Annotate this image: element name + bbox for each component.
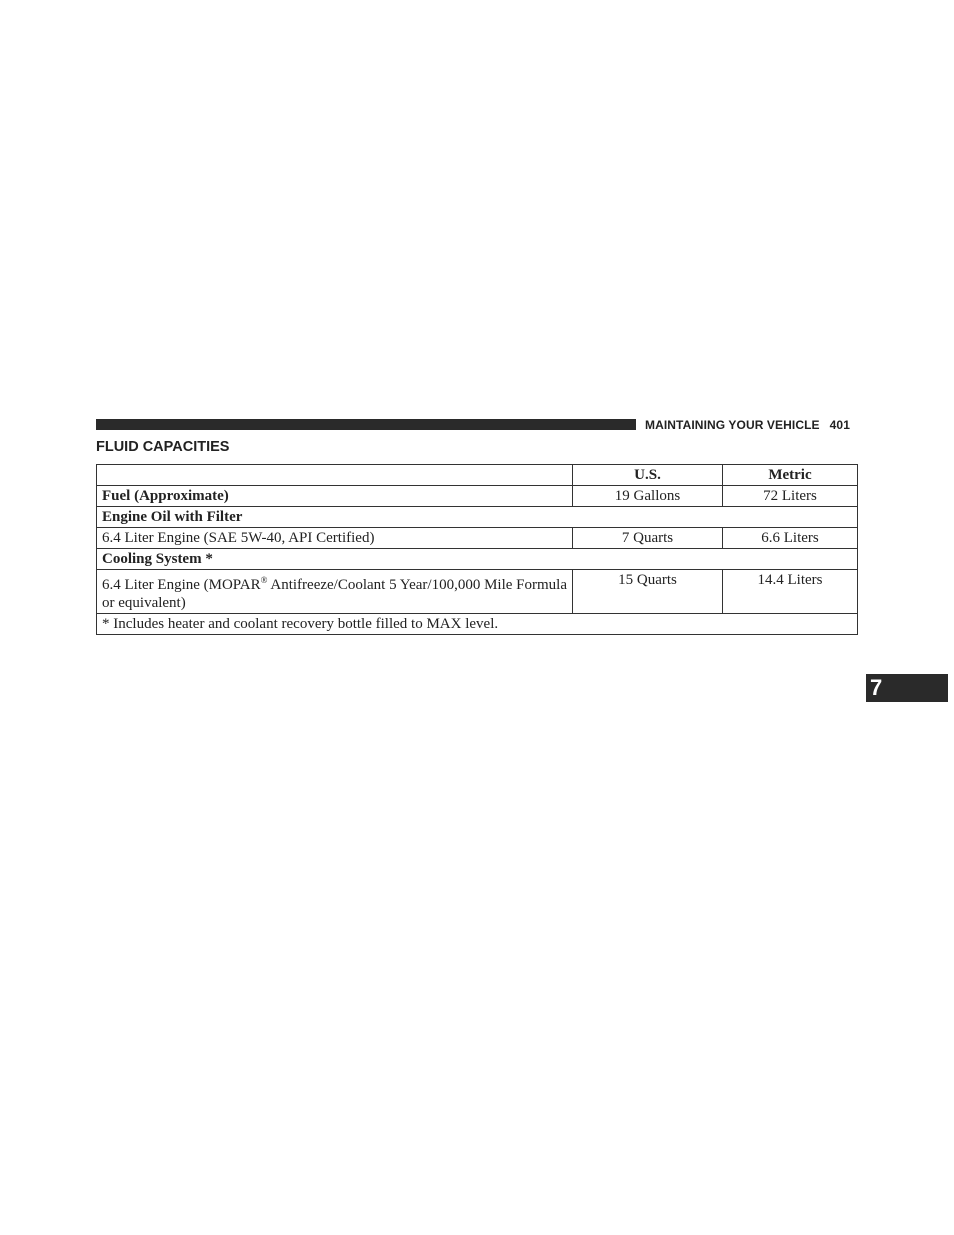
chapter-tab: 7 — [866, 674, 948, 702]
fluid-capacities-table — [96, 464, 858, 635]
row-label — [97, 570, 573, 614]
row-us-value: 7 Quarts — [573, 528, 723, 549]
registered-mark: ® — [260, 575, 268, 585]
column-header-metric: Metric — [723, 465, 858, 486]
row-metric-value: 14.4 Liters — [723, 570, 858, 614]
row-label-part: 6.4 Liter Engine (MOPAR — [102, 577, 261, 593]
row-label-part: Antifreeze/Coolant 5 Year/100,000 Mile Formula or equivalent) — [102, 577, 567, 611]
group-heading: Engine Oil with Filter — [97, 507, 858, 528]
table-footnote-row — [97, 614, 858, 635]
row-label: Fuel (Approximate) — [97, 486, 573, 507]
table-row — [97, 486, 858, 507]
group-heading: Cooling System * — [97, 549, 858, 570]
column-header-us: U.S. — [573, 465, 723, 486]
row-us-value: 15 Quarts — [573, 570, 723, 614]
table-row — [97, 528, 858, 549]
table-group-row — [97, 507, 858, 528]
column-header-item — [97, 465, 573, 486]
row-metric-value: 6.6 Liters — [723, 528, 858, 549]
page-number: 401 — [829, 418, 850, 432]
header-section-title: MAINTAINING YOUR VEHICLE — [645, 418, 820, 432]
table-header-row — [97, 465, 858, 486]
table-footnote: * Includes heater and coolant recovery bottle filled to MAX level. — [97, 614, 858, 635]
table-row — [97, 570, 858, 614]
running-header — [645, 418, 850, 432]
row-us-value: 19 Gallons — [573, 486, 723, 507]
table-group-row — [97, 549, 858, 570]
section-title: FLUID CAPACITIES — [96, 439, 230, 455]
header-rule — [96, 419, 636, 430]
row-label: 6.4 Liter Engine (SAE 5W-40, API Certified) — [97, 528, 573, 549]
row-metric-value: 72 Liters — [723, 486, 858, 507]
